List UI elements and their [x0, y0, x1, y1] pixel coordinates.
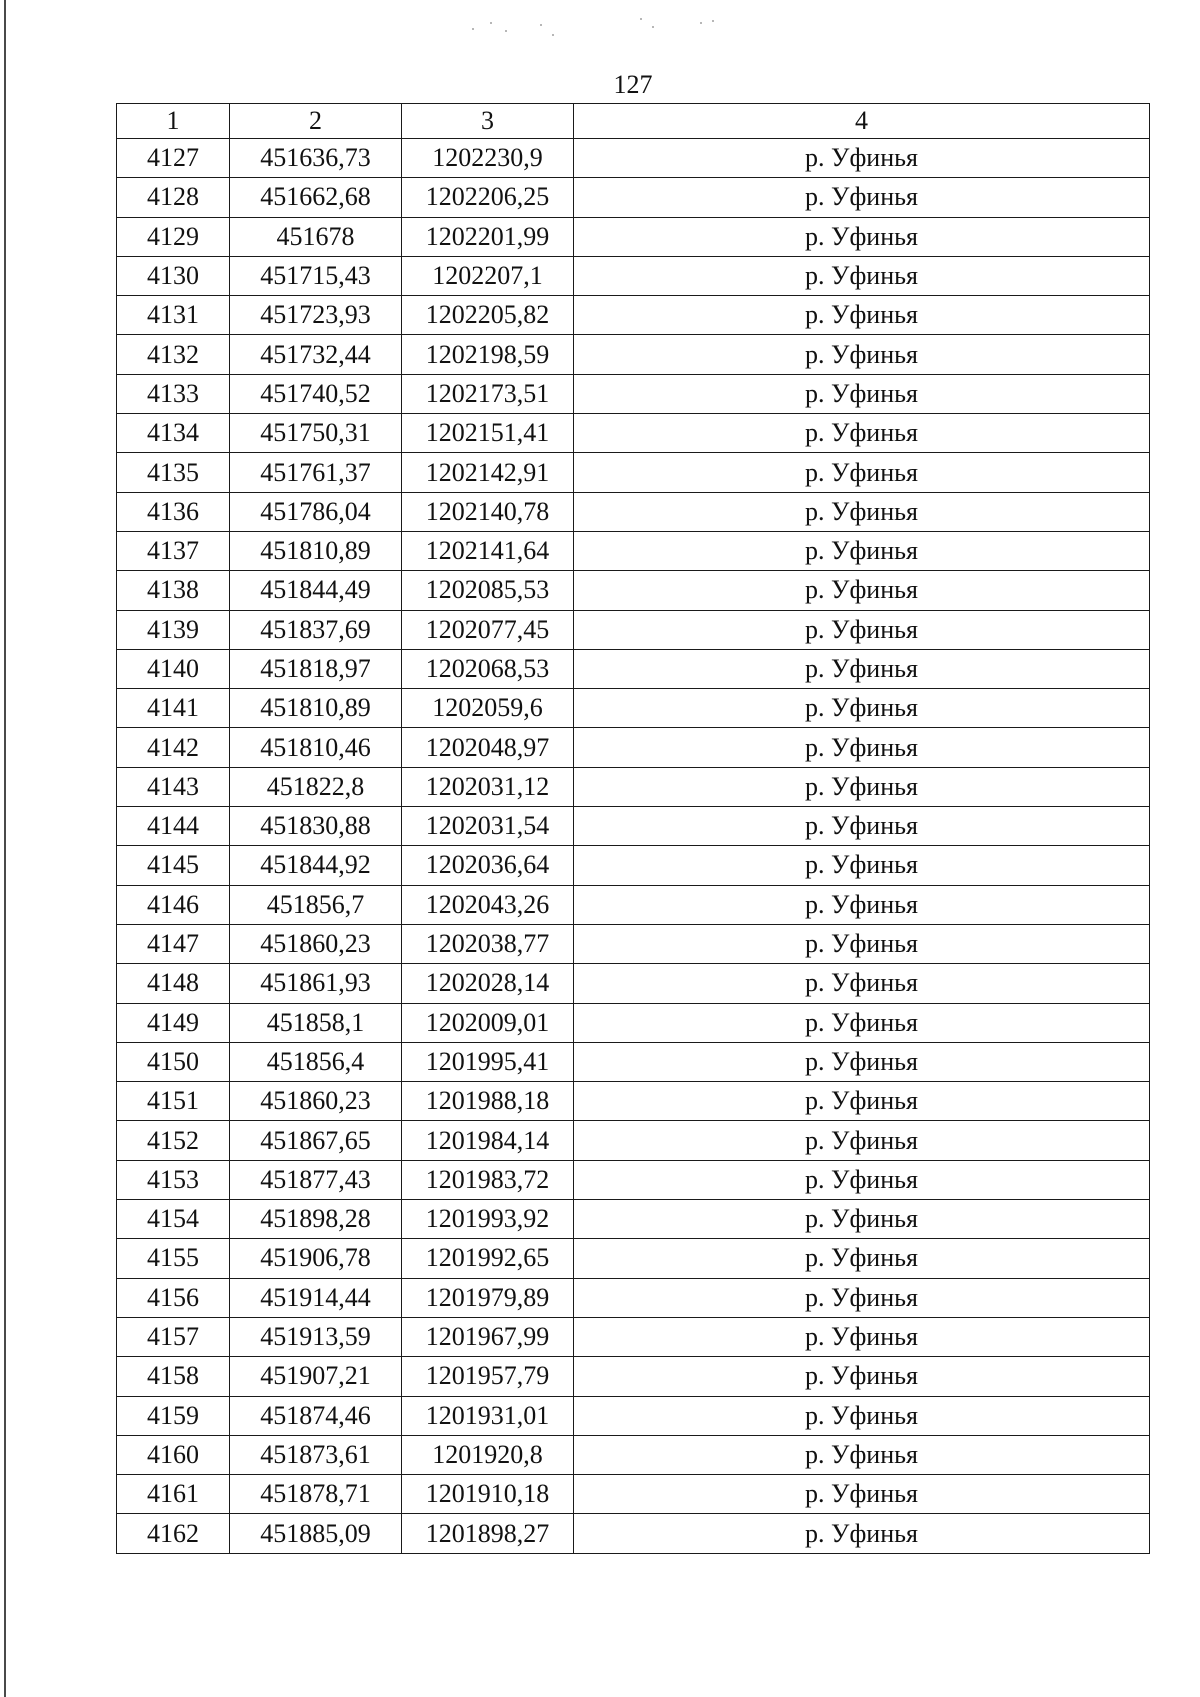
table-row: [117, 1082, 1150, 1121]
x-coordinate-cell: 451818,97: [230, 649, 402, 688]
scan-speck: [505, 30, 507, 32]
y-coordinate-cell: 1201931,01: [402, 1396, 574, 1435]
y-coordinate-cell: 1202028,14: [402, 964, 574, 1003]
location-cell: р. Уфинья: [574, 846, 1150, 885]
table-row: [117, 531, 1150, 570]
location-cell: р. Уфинья: [574, 1003, 1150, 1042]
x-coordinate-cell: 451861,93: [230, 964, 402, 1003]
row-number-cell: 4145: [117, 846, 230, 885]
x-coordinate-cell: 451877,43: [230, 1160, 402, 1199]
table-row: [117, 1514, 1150, 1553]
table-row: [117, 846, 1150, 885]
y-coordinate-cell: 1202036,64: [402, 846, 574, 885]
x-coordinate-cell: 451914,44: [230, 1278, 402, 1317]
location-cell: р. Уфинья: [574, 256, 1150, 295]
table-row: [117, 1160, 1150, 1199]
location-cell: р. Уфинья: [574, 453, 1150, 492]
y-coordinate-cell: 1202198,59: [402, 335, 574, 374]
y-coordinate-cell: 1201920,8: [402, 1435, 574, 1474]
table-row: [117, 1042, 1150, 1081]
y-coordinate-cell: 1202205,82: [402, 296, 574, 335]
location-cell: р. Уфинья: [574, 217, 1150, 256]
location-cell: р. Уфинья: [574, 1514, 1150, 1553]
y-coordinate-cell: 1202031,12: [402, 767, 574, 806]
location-cell: р. Уфинья: [574, 1317, 1150, 1356]
location-cell: р. Уфинья: [574, 1278, 1150, 1317]
location-cell: р. Уфинья: [574, 689, 1150, 728]
x-coordinate-cell: 451860,23: [230, 1082, 402, 1121]
table-row: [117, 217, 1150, 256]
location-cell: р. Уфинья: [574, 807, 1150, 846]
row-number-cell: 4152: [117, 1121, 230, 1160]
location-cell: р. Уфинья: [574, 649, 1150, 688]
table-row: [117, 256, 1150, 295]
y-coordinate-cell: 1202043,26: [402, 885, 574, 924]
row-number-cell: 4155: [117, 1239, 230, 1278]
scan-speck: [472, 28, 474, 30]
header-row: [117, 104, 1150, 139]
y-coordinate-cell: 1201988,18: [402, 1082, 574, 1121]
location-cell: р. Уфинья: [574, 492, 1150, 531]
location-cell: р. Уфинья: [574, 1042, 1150, 1081]
x-coordinate-cell: 451856,4: [230, 1042, 402, 1081]
x-coordinate-cell: 451867,65: [230, 1121, 402, 1160]
table-row: [117, 178, 1150, 217]
table-row: [117, 1435, 1150, 1474]
y-coordinate-cell: 1202201,99: [402, 217, 574, 256]
y-coordinate-cell: 1201993,92: [402, 1200, 574, 1239]
x-coordinate-cell: 451878,71: [230, 1475, 402, 1514]
scan-speck: [700, 22, 702, 24]
row-number-cell: 4161: [117, 1475, 230, 1514]
location-cell: р. Уфинья: [574, 1396, 1150, 1435]
y-coordinate-cell: 1202206,25: [402, 178, 574, 217]
x-coordinate-cell: 451761,37: [230, 453, 402, 492]
x-coordinate-cell: 451856,7: [230, 885, 402, 924]
x-coordinate-cell: 451732,44: [230, 335, 402, 374]
table-row: [117, 885, 1150, 924]
table-row: [117, 1317, 1150, 1356]
x-coordinate-cell: 451678: [230, 217, 402, 256]
x-coordinate-cell: 451858,1: [230, 1003, 402, 1042]
x-coordinate-cell: 451906,78: [230, 1239, 402, 1278]
location-cell: р. Уфинья: [574, 335, 1150, 374]
row-number-cell: 4160: [117, 1435, 230, 1474]
x-coordinate-cell: 451786,04: [230, 492, 402, 531]
row-number-cell: 4128: [117, 178, 230, 217]
column-header: 2: [230, 104, 402, 139]
row-number-cell: 4133: [117, 374, 230, 413]
row-number-cell: 4143: [117, 767, 230, 806]
y-coordinate-cell: 1202059,6: [402, 689, 574, 728]
row-number-cell: 4151: [117, 1082, 230, 1121]
row-number-cell: 4132: [117, 335, 230, 374]
row-number-cell: 4144: [117, 807, 230, 846]
table-header: [117, 104, 1150, 139]
x-coordinate-cell: 451723,93: [230, 296, 402, 335]
location-cell: р. Уфинья: [574, 1357, 1150, 1396]
y-coordinate-cell: 1202141,64: [402, 531, 574, 570]
table-row: [117, 1475, 1150, 1514]
table-row: [117, 1396, 1150, 1435]
table-row: [117, 728, 1150, 767]
y-coordinate-cell: 1202151,41: [402, 414, 574, 453]
row-number-cell: 4159: [117, 1396, 230, 1435]
x-coordinate-cell: 451874,46: [230, 1396, 402, 1435]
scan-speck: [540, 24, 542, 26]
row-number-cell: 4140: [117, 649, 230, 688]
table-row: [117, 610, 1150, 649]
location-cell: р. Уфинья: [574, 1082, 1150, 1121]
table-row: [117, 296, 1150, 335]
location-cell: р. Уфинья: [574, 139, 1150, 178]
table-row: [117, 1357, 1150, 1396]
x-coordinate-cell: 451810,89: [230, 531, 402, 570]
row-number-cell: 4147: [117, 924, 230, 963]
row-number-cell: 4131: [117, 296, 230, 335]
location-cell: р. Уфинья: [574, 1475, 1150, 1514]
row-number-cell: 4129: [117, 217, 230, 256]
y-coordinate-cell: 1202085,53: [402, 571, 574, 610]
row-number-cell: 4137: [117, 531, 230, 570]
x-coordinate-cell: 451822,8: [230, 767, 402, 806]
location-cell: р. Уфинья: [574, 924, 1150, 963]
location-cell: р. Уфинья: [574, 964, 1150, 1003]
row-number-cell: 4146: [117, 885, 230, 924]
coordinates-table: [116, 103, 1150, 1554]
y-coordinate-cell: 1202031,54: [402, 807, 574, 846]
x-coordinate-cell: 451740,52: [230, 374, 402, 413]
scan-speck: [490, 22, 492, 24]
y-coordinate-cell: 1201910,18: [402, 1475, 574, 1514]
y-coordinate-cell: 1201984,14: [402, 1121, 574, 1160]
y-coordinate-cell: 1202173,51: [402, 374, 574, 413]
location-cell: р. Уфинья: [574, 1121, 1150, 1160]
row-number-cell: 4153: [117, 1160, 230, 1199]
table-row: [117, 335, 1150, 374]
y-coordinate-cell: 1201983,72: [402, 1160, 574, 1199]
scan-speck: [652, 26, 654, 28]
x-coordinate-cell: 451907,21: [230, 1357, 402, 1396]
y-coordinate-cell: 1202207,1: [402, 256, 574, 295]
table-row: [117, 689, 1150, 728]
x-coordinate-cell: 451810,89: [230, 689, 402, 728]
table-row: [117, 453, 1150, 492]
table-row: [117, 492, 1150, 531]
x-coordinate-cell: 451830,88: [230, 807, 402, 846]
table-row: [117, 807, 1150, 846]
scan-speck: [712, 20, 714, 22]
row-number-cell: 4158: [117, 1357, 230, 1396]
x-coordinate-cell: 451662,68: [230, 178, 402, 217]
table-row: [117, 414, 1150, 453]
table-row: [117, 571, 1150, 610]
scan-speck: [640, 18, 642, 20]
row-number-cell: 4138: [117, 571, 230, 610]
y-coordinate-cell: 1201967,99: [402, 1317, 574, 1356]
row-number-cell: 4157: [117, 1317, 230, 1356]
scan-speck: [552, 34, 554, 36]
x-coordinate-cell: 451860,23: [230, 924, 402, 963]
row-number-cell: 4154: [117, 1200, 230, 1239]
row-number-cell: 4136: [117, 492, 230, 531]
table-row: [117, 1200, 1150, 1239]
row-number-cell: 4141: [117, 689, 230, 728]
y-coordinate-cell: 1202009,01: [402, 1003, 574, 1042]
x-coordinate-cell: 451810,46: [230, 728, 402, 767]
y-coordinate-cell: 1201992,65: [402, 1239, 574, 1278]
row-number-cell: 4134: [117, 414, 230, 453]
location-cell: р. Уфинья: [574, 1239, 1150, 1278]
location-cell: р. Уфинья: [574, 885, 1150, 924]
y-coordinate-cell: 1202140,78: [402, 492, 574, 531]
y-coordinate-cell: 1201979,89: [402, 1278, 574, 1317]
table-row: [117, 1003, 1150, 1042]
location-cell: р. Уфинья: [574, 374, 1150, 413]
location-cell: р. Уфинья: [574, 178, 1150, 217]
table-body: [117, 139, 1150, 1554]
column-header: 3: [402, 104, 574, 139]
x-coordinate-cell: 451844,92: [230, 846, 402, 885]
location-cell: р. Уфинья: [574, 767, 1150, 806]
y-coordinate-cell: 1202077,45: [402, 610, 574, 649]
y-coordinate-cell: 1201995,41: [402, 1042, 574, 1081]
y-coordinate-cell: 1202048,97: [402, 728, 574, 767]
x-coordinate-cell: 451636,73: [230, 139, 402, 178]
row-number-cell: 4139: [117, 610, 230, 649]
row-number-cell: 4150: [117, 1042, 230, 1081]
y-coordinate-cell: 1201957,79: [402, 1357, 574, 1396]
y-coordinate-cell: 1202038,77: [402, 924, 574, 963]
location-cell: р. Уфинья: [574, 1435, 1150, 1474]
x-coordinate-cell: 451837,69: [230, 610, 402, 649]
table-row: [117, 1121, 1150, 1160]
row-number-cell: 4127: [117, 139, 230, 178]
column-header: 4: [574, 104, 1150, 139]
scan-left-edge: [4, 0, 6, 1697]
row-number-cell: 4142: [117, 728, 230, 767]
location-cell: р. Уфинья: [574, 296, 1150, 335]
x-coordinate-cell: 451873,61: [230, 1435, 402, 1474]
location-cell: р. Уфинья: [574, 610, 1150, 649]
table-row: [117, 924, 1150, 963]
y-coordinate-cell: 1202068,53: [402, 649, 574, 688]
row-number-cell: 4135: [117, 453, 230, 492]
x-coordinate-cell: 451898,28: [230, 1200, 402, 1239]
x-coordinate-cell: 451844,49: [230, 571, 402, 610]
row-number-cell: 4162: [117, 1514, 230, 1553]
x-coordinate-cell: 451750,31: [230, 414, 402, 453]
y-coordinate-cell: 1202230,9: [402, 139, 574, 178]
x-coordinate-cell: 451715,43: [230, 256, 402, 295]
location-cell: р. Уфинья: [574, 414, 1150, 453]
table-row: [117, 964, 1150, 1003]
x-coordinate-cell: 451885,09: [230, 1514, 402, 1553]
column-header: 1: [117, 104, 230, 139]
table-row: [117, 1239, 1150, 1278]
x-coordinate-cell: 451913,59: [230, 1317, 402, 1356]
row-number-cell: 4156: [117, 1278, 230, 1317]
location-cell: р. Уфинья: [574, 1160, 1150, 1199]
table-row: [117, 1278, 1150, 1317]
table-row: [117, 139, 1150, 178]
row-number-cell: 4149: [117, 1003, 230, 1042]
location-cell: р. Уфинья: [574, 728, 1150, 767]
table-row: [117, 649, 1150, 688]
location-cell: р. Уфинья: [574, 531, 1150, 570]
row-number-cell: 4148: [117, 964, 230, 1003]
table-row: [117, 374, 1150, 413]
y-coordinate-cell: 1202142,91: [402, 453, 574, 492]
location-cell: р. Уфинья: [574, 1200, 1150, 1239]
row-number-cell: 4130: [117, 256, 230, 295]
table-row: [117, 767, 1150, 806]
y-coordinate-cell: 1201898,27: [402, 1514, 574, 1553]
location-cell: р. Уфинья: [574, 571, 1150, 610]
page-number: 127: [613, 70, 653, 99]
